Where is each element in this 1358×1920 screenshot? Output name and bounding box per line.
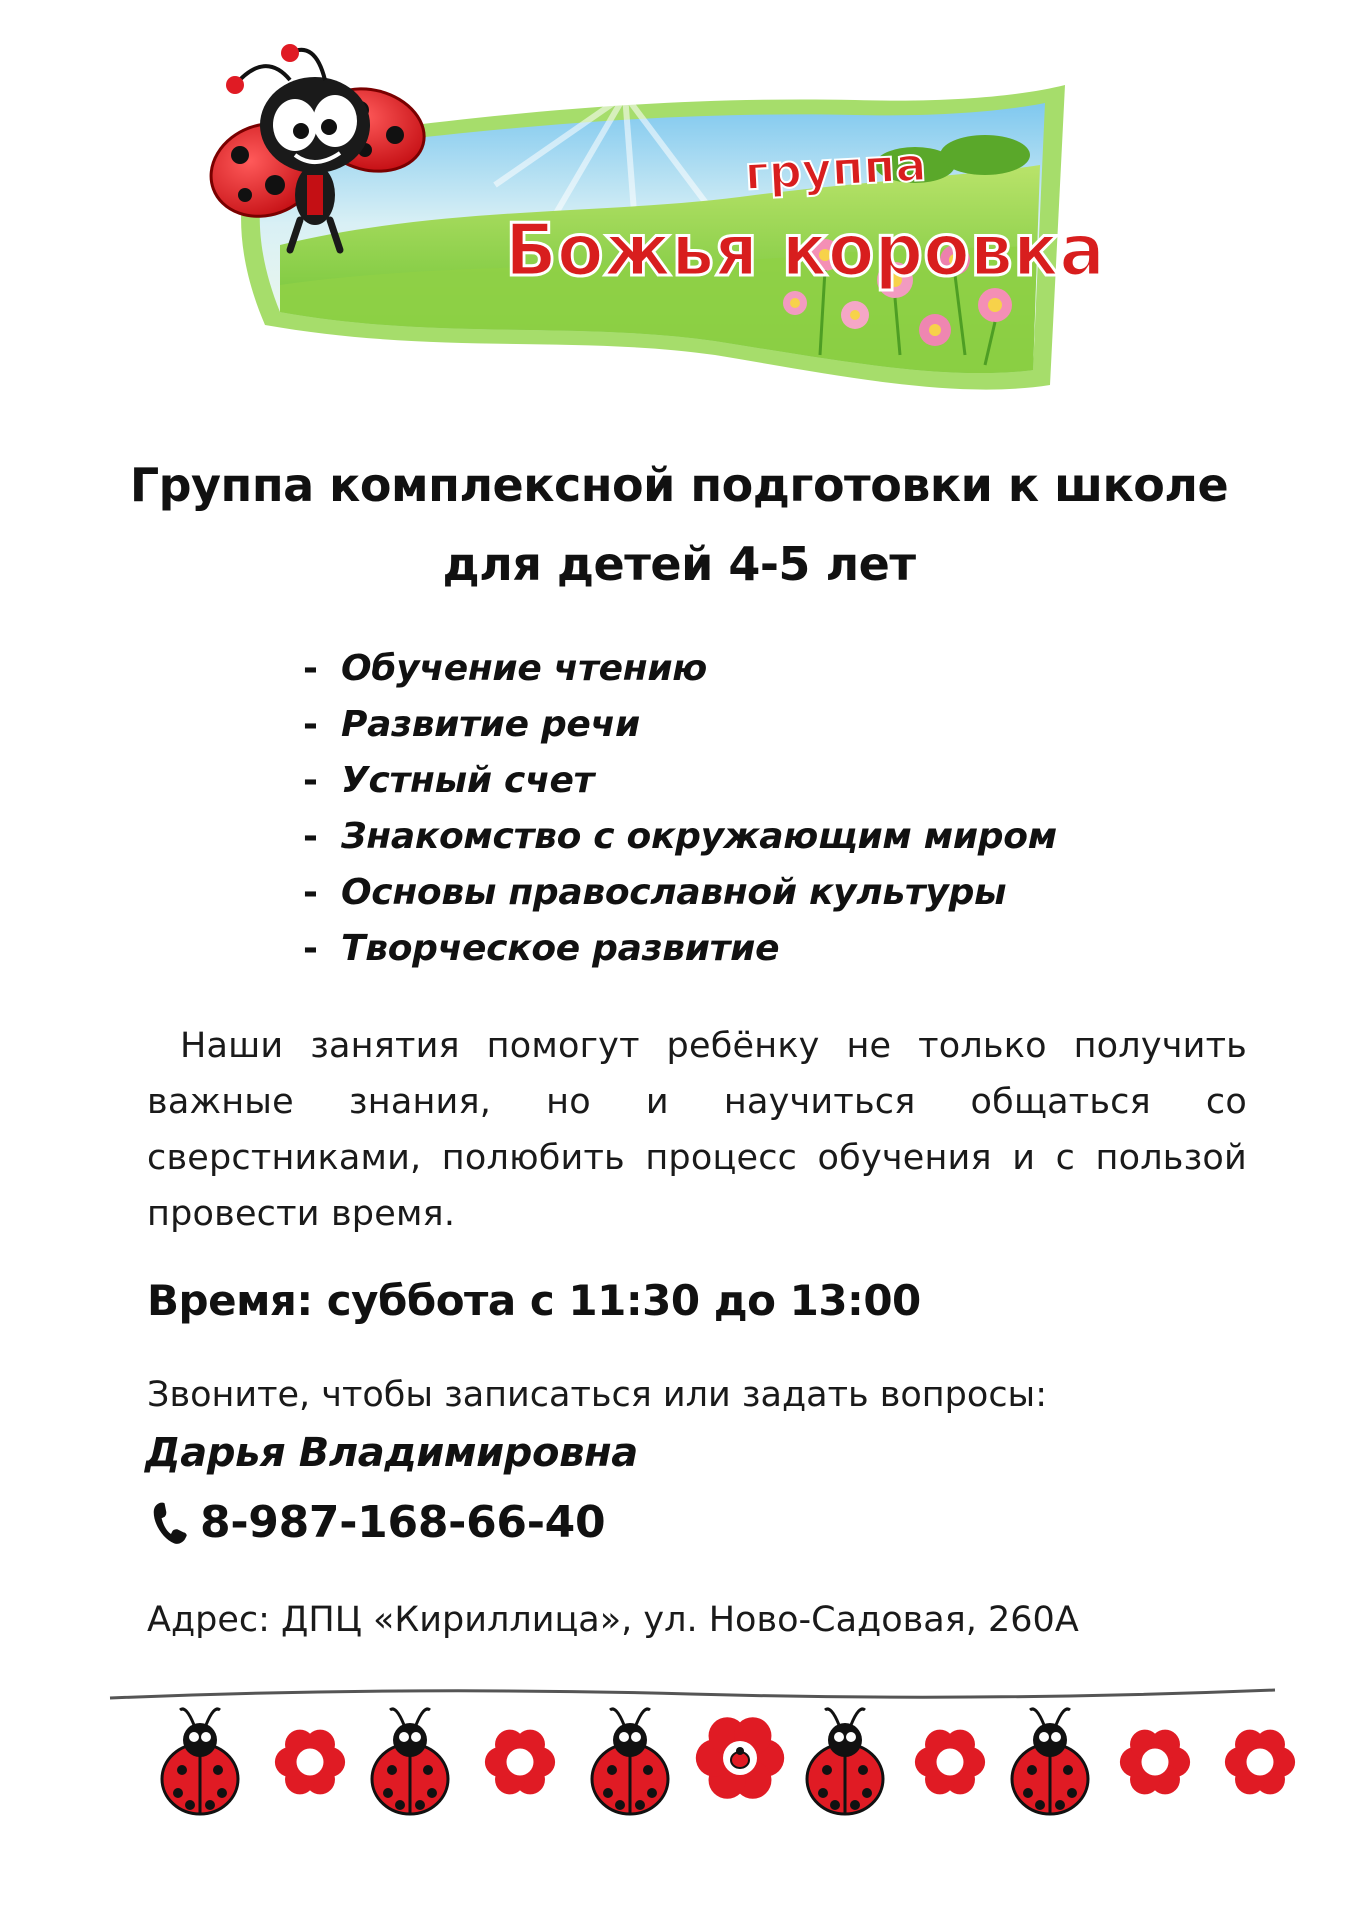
flower-icon	[485, 1730, 555, 1795]
topic-label: Творческое развитие	[341, 928, 780, 969]
list-dash: -	[303, 760, 318, 801]
contact-name: Дарья Владимировна	[145, 1430, 638, 1476]
flower-icon	[1225, 1730, 1295, 1795]
description-paragraph: Наши занятия помогут ребёнку не только получить важные знания, но и научиться общаться со сверстниками, полюбить процесс обучения и с пользой провести время.	[147, 1026, 1247, 1234]
ladybug-icon	[1006, 1709, 1094, 1817]
topics-list	[303, 648, 1057, 984]
schedule-text: Время: суббота с 11:30 до 13:00	[147, 1276, 921, 1325]
phone-icon	[152, 1501, 190, 1545]
topic-label: Основы православной культуры	[341, 872, 1007, 913]
list-item	[303, 704, 1057, 760]
banner-small-title: группа	[743, 137, 928, 201]
group-banner	[195, 55, 1105, 400]
heading-line-2: для детей 4-5 лет	[442, 537, 916, 591]
heading-line-1: Группа комплексной подготовки к школе	[129, 458, 1229, 512]
address-text: Адрес: ДПЦ «Кириллица», ул. Ново-Садовая, 260А	[147, 1600, 1079, 1640]
flower-icon	[696, 1717, 784, 1799]
list-dash: -	[303, 648, 318, 689]
topic-label: Обучение чтению	[341, 648, 707, 689]
banner-big-title: Божья коровка	[505, 208, 1105, 292]
topic-label: Устный счет	[341, 760, 595, 801]
topic-label: Знакомство с окружающим миром	[341, 816, 1057, 857]
flower-icon	[275, 1730, 345, 1795]
list-item	[303, 760, 1057, 816]
ladybug-garland	[110, 1680, 1275, 1830]
list-dash: -	[303, 872, 318, 913]
call-to-action: Звоните, чтобы записаться или задать вопросы:	[147, 1375, 1047, 1415]
ladybug-icon	[586, 1709, 674, 1817]
phone-row	[152, 1497, 605, 1548]
list-dash: -	[303, 928, 318, 969]
list-dash: -	[303, 816, 318, 857]
list-item	[303, 872, 1057, 928]
list-dash: -	[303, 704, 318, 745]
phone-number[interactable]: 8-987-168-66-40	[200, 1497, 606, 1548]
ladybug-icon	[366, 1709, 454, 1817]
list-item	[303, 928, 1057, 984]
flower-icon	[1120, 1730, 1190, 1795]
list-item	[303, 648, 1057, 704]
ladybug-icon	[156, 1709, 244, 1817]
topic-label: Развитие речи	[341, 704, 640, 745]
flower-icon	[915, 1730, 985, 1795]
list-item	[303, 816, 1057, 872]
ladybug-icon	[801, 1709, 889, 1817]
